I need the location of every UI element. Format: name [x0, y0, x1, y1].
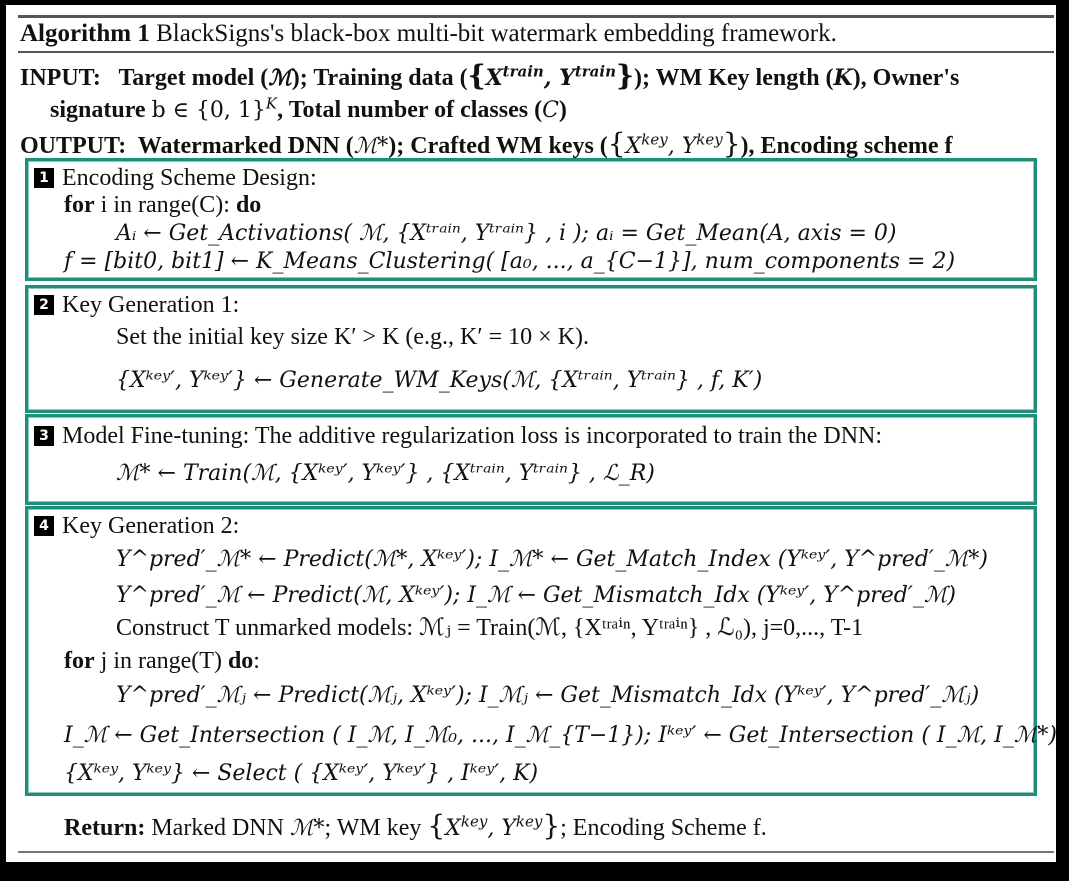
step-4-title: Key Generation 2: [62, 513, 240, 539]
step-1-for-loop [64, 190, 261, 220]
output-label: OUTPUT: [20, 133, 127, 159]
step-4-predict-original: Y^pred′_ℳ ← Predict(ℳ, Xᵏᵉʸ′); I_ℳ ← Get_Mismatch_Idx (Yᵏᵉʸ′, Y^pred′_ℳ) [116, 583, 956, 608]
input-line-1 [20, 61, 959, 93]
step-4-box [25, 506, 1057, 796]
key-length-symbol: K [833, 65, 853, 91]
step-badge-1: 1 [34, 168, 54, 188]
step-2-header [34, 290, 239, 320]
output-text-c: ), Encoding scheme f [740, 133, 953, 159]
step-1-box [25, 158, 1037, 281]
keyword-do: do [235, 192, 262, 218]
step-3-header [34, 421, 882, 451]
algorithm-page [6, 5, 1056, 862]
input-line-2 [50, 95, 567, 126]
step-3-train: ℳ* ← Train(ℳ, {Xᵏᵉʸ′, Yᵏᵉʸ′} , {Xᵗʳᵃⁱⁿ, Yᵗʳᵃⁱⁿ} , ℒ_R) [116, 461, 655, 486]
return-text-b: ; WM key [324, 815, 422, 841]
step-1-kmeans: f = [bit0, bit1] ← K_Means_Clustering( [a₀, ..., a_{C−1}], num_components = 2) [64, 249, 956, 274]
model-symbol: ℳ [268, 65, 292, 91]
step-badge-3: 3 [34, 426, 54, 446]
caption-rule [18, 51, 1054, 53]
step-4-construct-models: Construct T unmarked models: ℳⱼ = Train(ℳ, {Xᵗʳᵃⁱⁿ, Yᵗʳᵃⁱⁿ} , ℒ₀), j=0,..., T-1 [116, 615, 864, 641]
input-text-d: ), Owner's [852, 65, 960, 91]
signature-exponent: K [265, 94, 278, 113]
signature-set [151, 94, 278, 123]
bottom-rule [18, 851, 1054, 853]
input-text-a: Target model ( [118, 65, 269, 91]
return-label: Return: [64, 815, 146, 841]
input-classes-close: ) [558, 97, 567, 123]
classes-symbol: C [542, 98, 559, 123]
signature-expr: b ∈ {0, 1} [151, 98, 266, 123]
loop-colon: : [253, 648, 260, 674]
step-2-generate-keys: {Xᵏᵉʸ′, Yᵏᵉʸ′} ← Generate_WM_Keys(ℳ, {Xᵗʳᵃⁱⁿ, Yᵗʳᵃⁱⁿ} , f, K′) [116, 368, 763, 393]
input-text-c: ); WM Key length ( [634, 65, 834, 91]
loop-range: j in range(T) [94, 648, 228, 674]
step-4-select: {Xᵏᵉʸ, Yᵏᵉʸ} ← Select ( {Xᵏᵉʸ′, Yᵏᵉʸ′} , Iᵏᵉʸ′, K) [64, 761, 539, 786]
step-badge-4: 4 [34, 516, 54, 536]
input-signature-label: signature [50, 97, 146, 123]
step-4-intersection: I_ℳ ← Get_Intersection ( I_ℳ, I_ℳ₀, ..., I_ℳ_{T−1}); Iᵏᵉʸ′ ← Get_Intersection ( I_ℳ, I_ℳ*) [64, 723, 1057, 748]
step-2-title: Key Generation 1: [62, 292, 240, 318]
watermarked-model-symbol: ℳ* [353, 134, 389, 159]
step-1-activations: Aᵢ ← Get_Activations( ℳ, {Xᵗʳᵃⁱⁿ, Yᵗʳᵃⁱⁿ} , i ); aᵢ = Get_Mean(A, axis = 0) [116, 221, 897, 246]
step-4-predict-unmarked: Y^pred′_ℳⱼ ← Predict(ℳⱼ, Xᵏᵉʸ′); I_ℳⱼ ← Get_Mismatch_Idx (Yᵏᵉʸ′, Y^pred′_ℳⱼ) [116, 683, 980, 708]
input-label: INPUT: [20, 65, 101, 91]
keyword-for: for [64, 648, 95, 674]
step-1-header [34, 163, 317, 193]
keyword-for: for [64, 192, 95, 218]
return-model-symbol: ℳ* [289, 816, 325, 841]
step-3-title: Model Fine-tuning: The additive regularization loss is incorporated to train the DNN: [62, 423, 883, 449]
step-4-predict-marked: Y^pred′_ℳ* ← Predict(ℳ*, Xᵏᵉʸ′); I_ℳ* ← Get_Match_Index (Yᵏᵉʸ′, Y^pred′_ℳ*) [116, 547, 988, 572]
return-text-a: Marked DNN [151, 815, 284, 841]
output-text-a: Watermarked DNN ( [137, 133, 354, 159]
input-text-b: ); Training data ( [291, 65, 468, 91]
keyword-do: do [227, 648, 254, 674]
step-2-key-size: Set the initial key size K′ > K (e.g., K′ = 10 × K). [116, 324, 590, 350]
input-classes-text: , Total number of classes ( [277, 97, 543, 123]
loop-range: i in range(C): [94, 192, 236, 218]
algorithm-caption [20, 18, 837, 50]
key-set: {$X^{key}$, $Y^{key}$} [607, 127, 741, 160]
output-text-b: ); Crafted WM keys ( [388, 133, 608, 159]
step-1-title: Encoding Scheme Design: [62, 165, 317, 191]
step-badge-2: 2 [34, 295, 54, 315]
training-set: {$X^{train}$, $Y^{train}$} [467, 59, 635, 92]
step-4-header [34, 511, 239, 541]
return-line [64, 811, 767, 844]
algorithm-label: Algorithm 1 [20, 20, 150, 47]
algorithm-caption-text: BlackSigns's black-box multi-bit watermark embedding framework. [156, 20, 837, 47]
return-key-set: {$X^{key}$, $Y^{key}$} [427, 809, 561, 842]
step-4-for-loop [64, 646, 260, 676]
return-text-c: ; Encoding Scheme f. [560, 815, 767, 841]
step-3-box [25, 414, 1037, 505]
step-2-box [25, 285, 1037, 413]
